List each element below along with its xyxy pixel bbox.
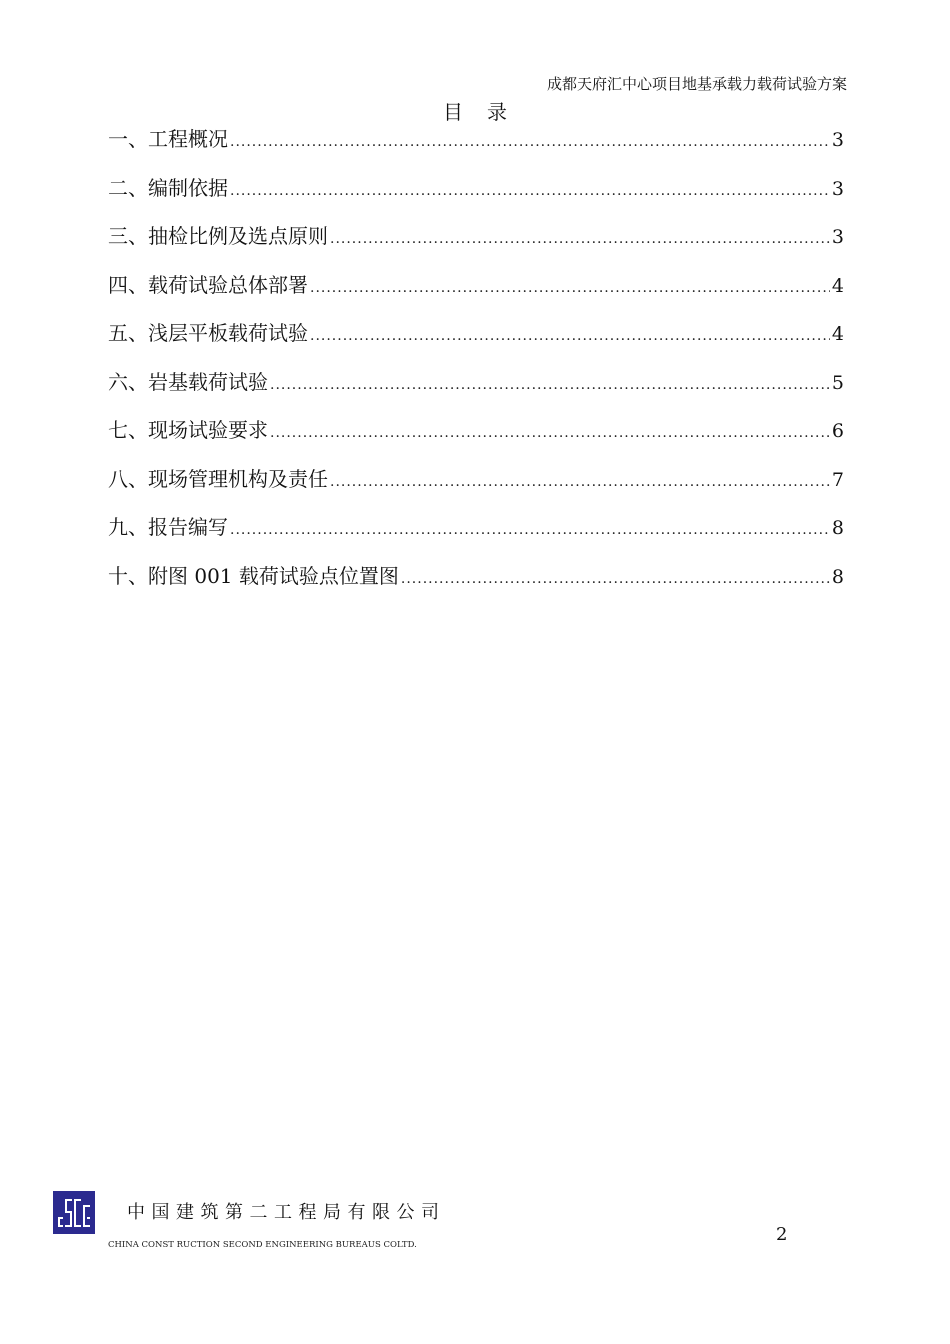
- toc-dot-leader: [270, 418, 830, 448]
- toc-dot-leader: [330, 467, 830, 497]
- toc-entry-label: 三、抽检比例及选点原则: [108, 224, 328, 248]
- toc-entry-label: 一、工程概况: [108, 127, 228, 151]
- toc-entry-page: 8: [831, 565, 844, 588]
- page-number: 2: [776, 1224, 788, 1245]
- toc-entry-label: 七、现场试验要求: [108, 418, 268, 442]
- toc-entry-4[interactable]: [108, 270, 844, 319]
- toc-entry-label: 四、载荷试验总体部署: [108, 272, 308, 297]
- toc-dot-leader: [230, 127, 830, 157]
- toc-entry-label: 五、浅层平板载荷试验: [108, 321, 308, 345]
- toc-dot-leader: [230, 515, 830, 545]
- toc-entry-label: 九、报告编写: [108, 515, 228, 539]
- toc-entry-page: 3: [831, 226, 844, 248]
- footer-company-name-cn: 中国建筑第二工程局有限公司: [127, 1202, 446, 1223]
- toc-entry-page: 3: [831, 177, 844, 200]
- toc-entry-7[interactable]: [108, 415, 844, 464]
- toc-entry-label: 八、现场管理机构及责任: [108, 466, 328, 491]
- toc-heading-right: 录: [487, 100, 507, 124]
- toc-heading-left: 目: [443, 100, 463, 124]
- toc-heading: [0, 96, 950, 125]
- toc-entry-10[interactable]: [108, 561, 844, 610]
- toc-entry-page: 7: [831, 468, 844, 491]
- toc-entry-9[interactable]: [108, 512, 844, 561]
- toc-entry-6[interactable]: [108, 367, 844, 416]
- toc-dot-leader: [310, 273, 830, 303]
- toc-entry-label: 十、附图 001 载荷试验点位置图: [108, 563, 399, 588]
- document-header-title: 成都天府汇中心项目地基承载力载荷试验方案: [546, 75, 847, 93]
- toc-entry-page: 4: [831, 323, 844, 345]
- toc-dot-leader: [330, 224, 830, 254]
- toc-entry-page: 6: [831, 420, 844, 442]
- toc-entry-page: 4: [831, 274, 844, 297]
- toc-entry-3[interactable]: [108, 221, 844, 270]
- toc-entry-page: 8: [831, 517, 844, 539]
- cscec-logo-icon: [53, 1191, 95, 1234]
- toc-entry-page: 3: [831, 129, 844, 151]
- toc-entry-page: 5: [831, 371, 844, 394]
- toc-dot-leader: [401, 564, 830, 594]
- toc-entry-8[interactable]: [108, 464, 844, 513]
- toc-entry-5[interactable]: [108, 318, 844, 367]
- footer-company-name-en: CHINA CONST RUCTION SECOND ENGINEERING BUREAUS COLTD.: [108, 1240, 417, 1250]
- toc-entry-2[interactable]: [108, 173, 844, 222]
- toc-entry-1[interactable]: [108, 124, 844, 173]
- toc-dot-leader: [230, 176, 830, 206]
- toc-entry-label: 二、编制依据: [108, 175, 228, 200]
- toc-entry-label: 六、岩基载荷试验: [108, 369, 268, 394]
- toc-dot-leader: [270, 370, 830, 400]
- toc-dot-leader: [310, 321, 830, 351]
- toc-list: [108, 124, 844, 609]
